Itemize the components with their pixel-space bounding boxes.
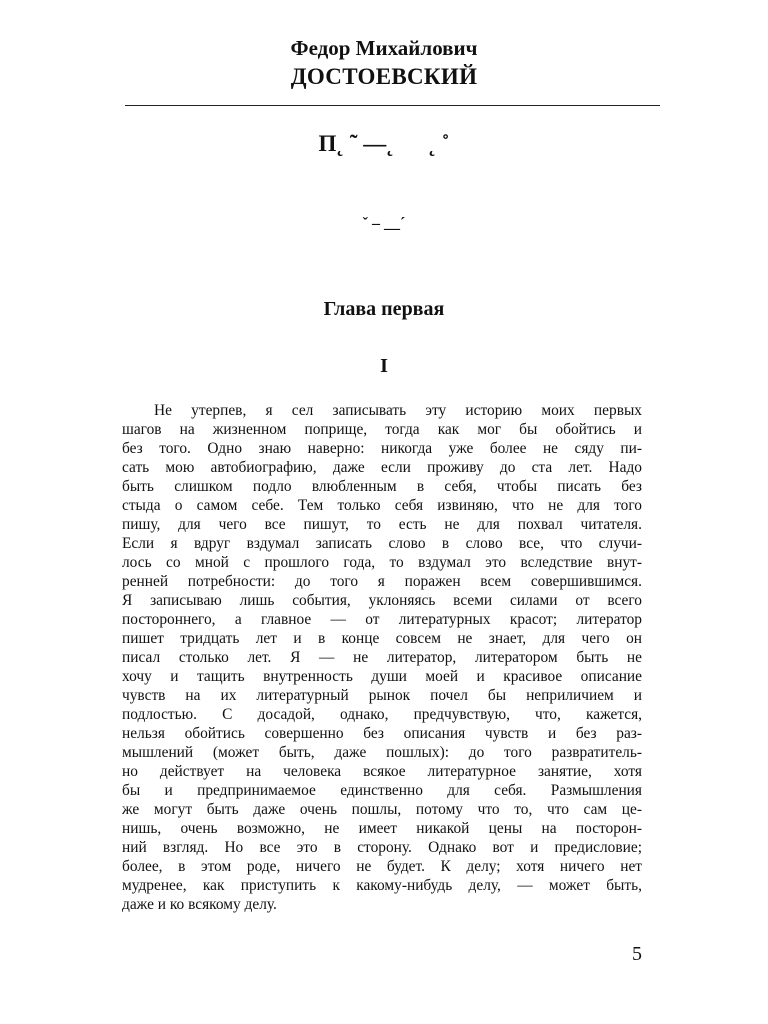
text-line: ренней потребности: до того я поражен всем совершившимся. bbox=[122, 573, 642, 590]
text-line: мышлений (может быть, даже пошлых): до того развратитель- bbox=[122, 744, 642, 761]
text-line: постороннего, а главное — от литературных красот; литератор bbox=[122, 611, 642, 628]
text-line: но действует на человека всякое литературное занятие, хотя bbox=[122, 763, 642, 780]
author-surname: ДОСТОЕВСКИЙ bbox=[290, 64, 478, 89]
text-line: ний взгляд. Но все это в сторону. Однако вот и предисловие; bbox=[122, 839, 642, 856]
body-paragraph bbox=[122, 401, 642, 914]
work-title: П˛ ˜ —˛ ˛ ˚ bbox=[318, 131, 450, 156]
text-line: шагов на жизненном поприще, тогда как мог бы обойтись и bbox=[122, 421, 642, 438]
text-line: чувств на их литературный рынок почел бы неприличием и bbox=[122, 687, 642, 704]
text-line: писал столько лет. Я — не литератор, литератором быть не bbox=[122, 649, 642, 666]
text-line: мудренее, как приступить к какому-нибудь делу, — может быть, bbox=[122, 877, 642, 894]
text-line: стыда о самом себе. Тем только себя извиняю, что не для того bbox=[122, 497, 642, 514]
text-line: нельзя обойтись совершенно без описания чувств и без раз- bbox=[122, 725, 642, 742]
text-line: быть слишком подло влюбленным в себя, чтобы писать без bbox=[122, 478, 642, 495]
work-subtitle: ˇ – __´ bbox=[362, 215, 406, 232]
text-line: пишет тридцать лет и в конце совсем не знает, для чего он bbox=[122, 630, 642, 647]
text-line: бы и предпринимаемое единственно для себя. Размышления bbox=[122, 782, 642, 799]
text-line: лось со мной с прошлого года, то вздумал это вследствие внут- bbox=[122, 554, 642, 571]
header-divider bbox=[125, 105, 660, 106]
chapter-title: Глава первая bbox=[323, 298, 445, 320]
text-line: хочу и тащить внутренность души моей и красивое описание bbox=[122, 668, 642, 685]
text-line: сать мою автобиографию, даже если проживу до ста лет. Надо bbox=[122, 459, 642, 476]
section-number: I bbox=[380, 355, 388, 377]
author-first-names: Федор Михайлович bbox=[290, 36, 478, 60]
text-line: нишь, очень возможно, не имеет никакой цены на посторон- bbox=[122, 820, 642, 837]
text-line: Не утерпев, я сел записывать эту историю моих первых bbox=[154, 402, 642, 419]
text-line: без того. Одно знаю наверно: никогда уже более не сяду пи- bbox=[122, 440, 642, 457]
text-line: более, в этом роде, ничего не будет. К делу; хотя ничего нет bbox=[122, 858, 642, 875]
text-line: подлостью. С досадой, однако, предчувствую, что, кажется, bbox=[122, 706, 642, 723]
page-number: 5 bbox=[632, 943, 642, 965]
text-line: Я записываю лишь события, уклоняясь всеми силами от всего bbox=[122, 592, 642, 609]
text-line: Если я вдруг вздумал записать слово в слово все, что случи- bbox=[122, 535, 642, 552]
text-line: пишу, для чего все пишут, то есть не для похвал читателя. bbox=[122, 516, 642, 533]
text-line: же могут быть даже очень пошлы, потому что то, что сам це- bbox=[122, 801, 642, 818]
text-line: даже и ко всякому делу. bbox=[122, 896, 277, 913]
